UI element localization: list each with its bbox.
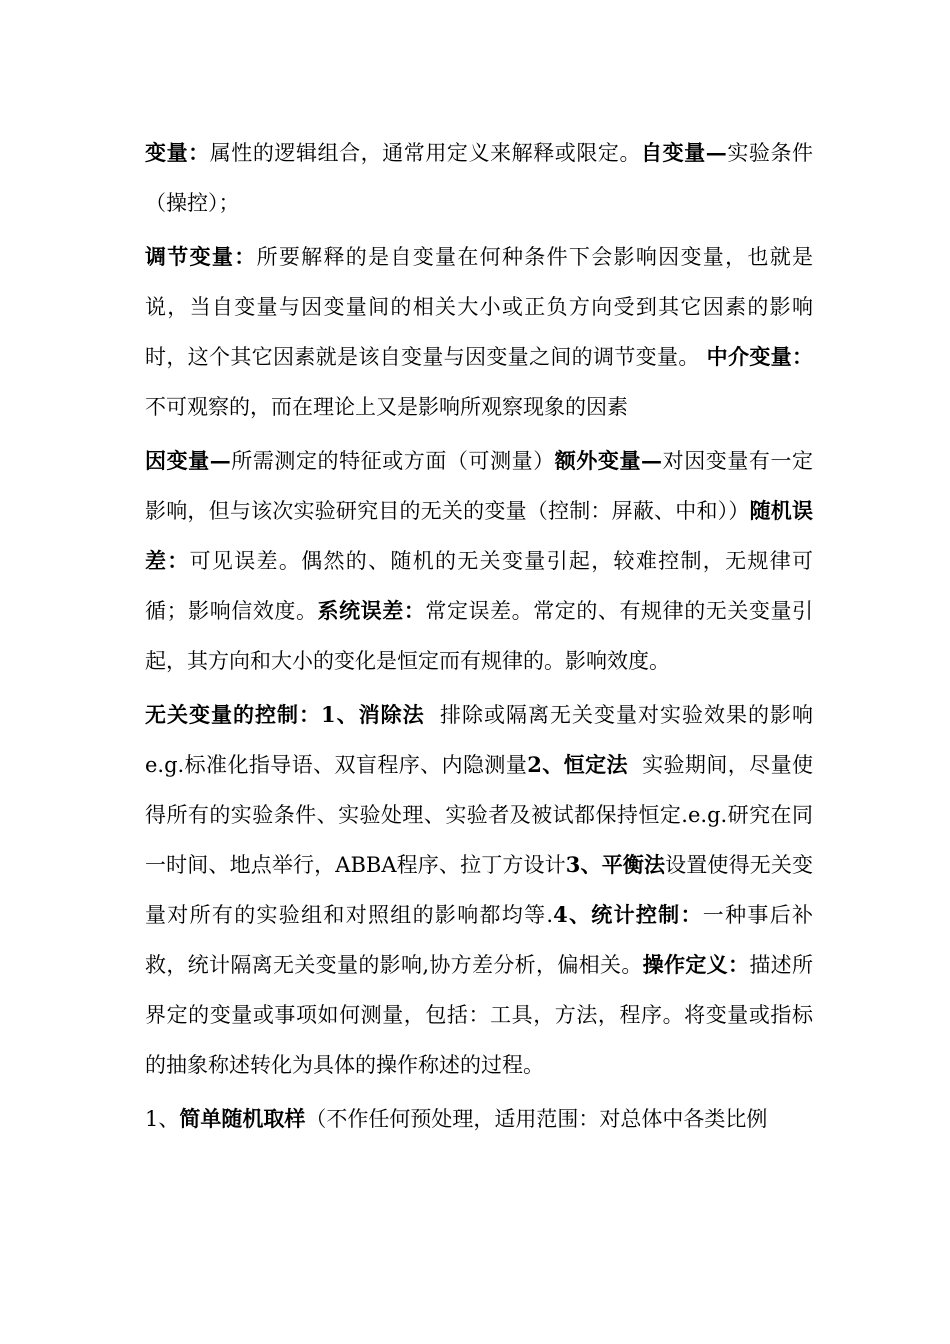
paragraph-variables [145, 128, 813, 228]
term-mediator-variable: 中介变量： [706, 344, 813, 369]
definition-text: 排除或隔离无关变量对实验效果的影响 e.g.标准化指导语、双盲程序、内隐测量 [145, 703, 820, 777]
document-page [145, 128, 820, 1148]
term-control-elimination: 无关变量的控制：1、消除法 [145, 702, 425, 727]
definition-text: 一种事后补救，统计隔离无关变量的影响,协方差分析，偏相关。 [145, 903, 813, 977]
term-variable: 变量： [145, 140, 210, 165]
definition-text: 属性的逻辑组合，通常用定义来解释或限定。 [209, 141, 642, 165]
term-systematic-error: 系统误差： [317, 598, 426, 623]
term-balancing-method: 3、平衡法 [565, 852, 666, 877]
definition-text: 实验期间，尽量使得所有的实验条件、实验处理、实验者及被试都保持恒定.e.g.研究在同一时间、地点举行，ABBA程序、拉丁方设计 [145, 753, 813, 877]
term-independent-variable: 自变量— [641, 140, 727, 165]
list-number: 1、 [145, 1107, 180, 1131]
paragraph-moderator-mediator [145, 232, 813, 432]
term-random-error: 随机误差： [145, 498, 813, 573]
definition-text: 设置使得无关变量对所有的实验组和对照组的影响都均等. [145, 853, 814, 927]
term-simple-random-sampling: 简单随机取样 [179, 1106, 306, 1131]
term-extraneous-variable: 额外变量— [554, 448, 663, 473]
definition-text: 常定误差。常定的、有规律的无关变量引起，其方向和大小的变化是恒定而有规律的。影响效度。 [145, 599, 814, 673]
paragraph-dependent-errors [145, 436, 813, 686]
term-moderator-variable: 调节变量： [145, 244, 257, 269]
definition-text: 实验条件（操控）； [145, 141, 814, 215]
term-statistical-control: 4、统计控制： [553, 902, 703, 927]
definition-text: 对因变量有一定影响，但与该次实验研究目的无关的变量（控制：屏蔽、中和）） [145, 449, 814, 523]
paragraph-control-methods [145, 690, 820, 1090]
term-constancy-method: 2、恒定法 [527, 752, 628, 777]
definition-text: 不可观察的，而在理论上又是影响所观察现象的因素 [145, 395, 628, 419]
term-operational-definition: 操作定义： [642, 952, 750, 977]
definition-text: 可见误差。偶然的、随机的无关变量引起，较难控制，无规律可循；影响信效度。 [145, 549, 814, 623]
definition-text: 描述所界定的变量或事项如何测量，包括：工具，方法，程序。将变量或指标的抽象称述转化为具体的操作称述的过程。 [145, 953, 814, 1077]
definition-text: 所要解释的是自变量在何种条件下会影响因变量，也就是说，当自变量与因变量间的相关大小或正负方向受到其它因素的影响时，这个其它因素就是该自变量与因变量之间的调节变量。 [145, 245, 814, 369]
definition-text: 所需测定的特征或方面（可测量） [230, 449, 555, 473]
paragraph-sampling [145, 1094, 813, 1144]
term-dependent-variable: 因变量— [145, 448, 231, 473]
definition-text: （不作任何预处理，适用范围：对总体中各类比例 [305, 1107, 768, 1131]
